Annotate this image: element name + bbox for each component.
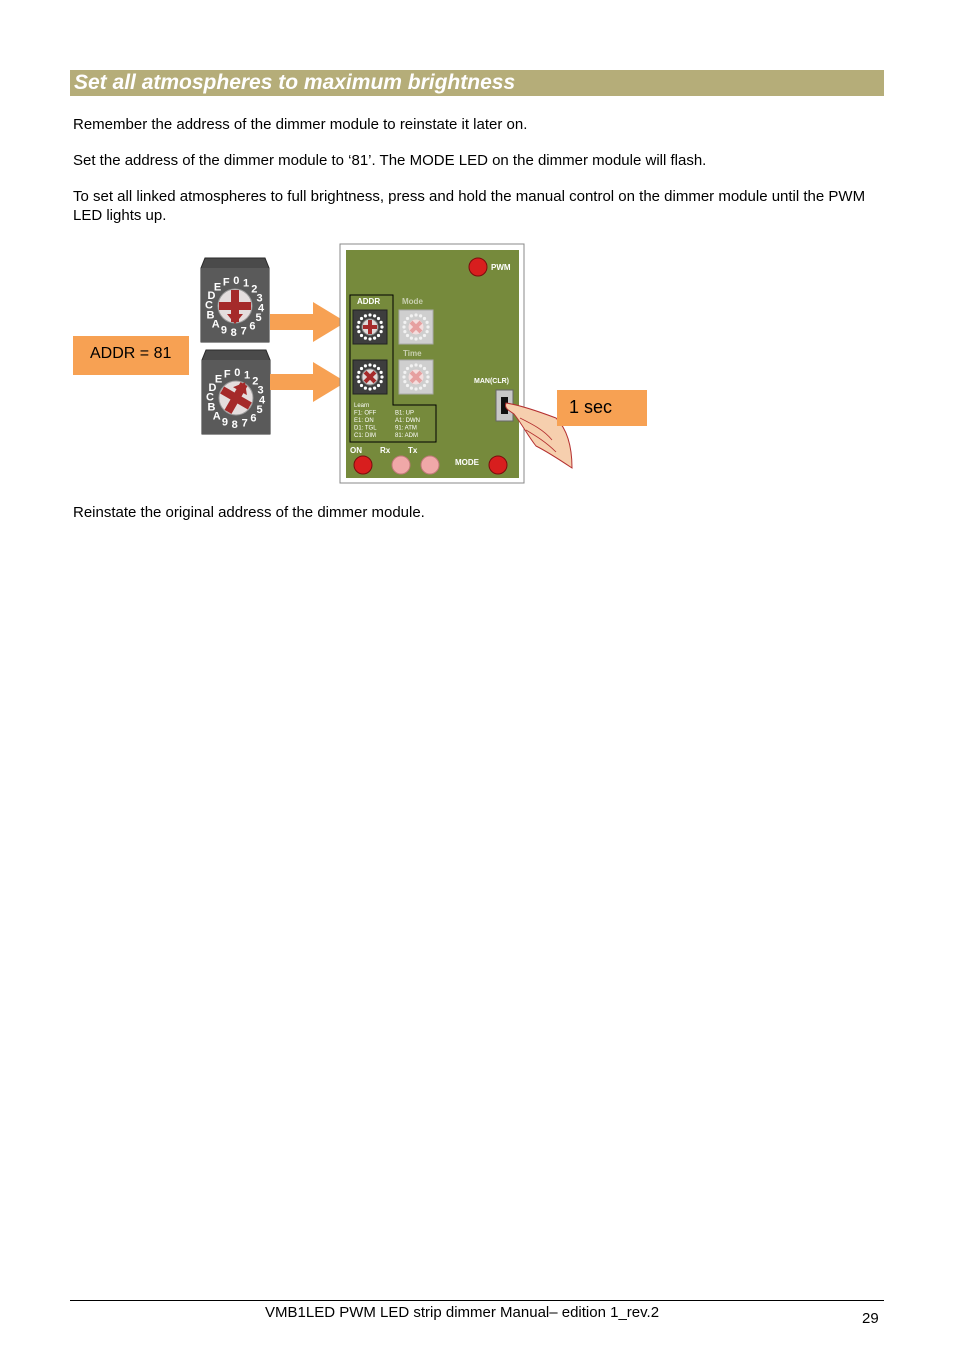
on-label: ON <box>350 446 362 455</box>
learn-entry: E1: ON <box>354 418 374 424</box>
dial-digit-label: E <box>214 373 223 386</box>
learn-entry: D1: TGL <box>354 425 377 432</box>
learn-entry: 81: ADM <box>395 433 419 439</box>
mode-led-label: MODE <box>455 458 479 467</box>
dial-digit-label: 5 <box>256 404 263 417</box>
footer-title: VMB1LED PWM LED strip dimmer Manual– edition 1_rev.2 <box>265 1304 660 1321</box>
dial-digit-label: A <box>211 318 220 331</box>
dial-digit-label: 3 <box>256 292 263 305</box>
dial-digit-label: 3 <box>257 384 264 397</box>
rotary-switch-tens <box>201 258 269 342</box>
dial-digit-label: 0 <box>234 367 241 379</box>
tx-label: Tx <box>408 446 418 455</box>
dial-digit-label: 6 <box>249 320 256 333</box>
man-clr-label: MAN(CLR) <box>474 378 509 385</box>
footer-rule <box>70 1300 884 1301</box>
section-heading: Set all atmospheres to maximum brightness <box>70 70 884 96</box>
dial-digit-label: 8 <box>230 327 237 339</box>
dial-digit-label: 0 <box>233 275 240 287</box>
paragraph-reinstate: Reinstate the original address of the dimmer module. <box>73 504 425 521</box>
dial-digit-label: 7 <box>241 417 248 430</box>
dial-digit-label: 7 <box>240 325 247 338</box>
dial-digit-label: F <box>222 276 230 289</box>
dial-digit-label: 4 <box>258 394 266 407</box>
mode-label: Mode <box>402 297 423 306</box>
page-number: 29 <box>862 1310 879 1327</box>
learn-entry: A1: DWN <box>395 418 421 424</box>
addr-dial-tens[interactable] <box>353 310 387 344</box>
tx-led <box>421 456 439 474</box>
arrow-to-addr-units <box>270 362 346 402</box>
addr-callout: ADDR = 81 <box>73 336 189 375</box>
learn-entry: C1: DIM <box>354 433 377 439</box>
dial-digit-label: 8 <box>231 419 238 431</box>
paragraph-set-address: Set the address of the dimmer module to ‘81’. The MODE LED on the dimmer module will flash. <box>73 152 707 169</box>
rotary-switch-units <box>202 350 270 434</box>
dial-digit-label: C <box>206 391 214 404</box>
dial-digit-label: D <box>207 289 216 302</box>
addr-label: ADDR <box>357 297 381 306</box>
time-callout: 1 sec <box>557 390 647 426</box>
dial-digit-label: 1 <box>244 369 251 382</box>
dial-digit-label: D <box>208 381 217 394</box>
learn-entry: Learn <box>354 403 370 409</box>
dial-digit-label: F <box>223 368 231 381</box>
learn-entry: F1: OFF <box>354 410 377 417</box>
dial-digit-label: E <box>213 281 222 294</box>
pwm-label: PWM <box>491 263 511 272</box>
dial-digit-label: B <box>206 309 215 322</box>
time-dial[interactable] <box>399 360 433 394</box>
addr-dial-units[interactable] <box>353 360 387 394</box>
rx-label: Rx <box>380 446 391 455</box>
dial-digit-label: 1 <box>243 277 250 290</box>
paragraph-remember-address: Remember the address of the dimmer module to reinstate it later on. <box>73 116 528 133</box>
dial-digit-label: 4 <box>257 302 265 315</box>
mode-led <box>489 456 507 474</box>
arrow-to-addr-tens <box>270 302 346 342</box>
dial-digit-label: 9 <box>220 324 227 337</box>
dial-digit-label: 2 <box>252 375 259 388</box>
dial-digit-label: 5 <box>255 312 262 325</box>
dial-digit-label: 9 <box>221 416 228 429</box>
pwm-led <box>469 258 487 276</box>
dial-digit-label: B <box>207 401 216 414</box>
rx-led <box>392 456 410 474</box>
paragraph-full-brightness: To set all linked atmospheres to full brightness, press and hold the manual control on the dimmer module until the PWM LED lights up. <box>73 188 866 224</box>
dial-digit-label: C <box>205 299 213 312</box>
dial-digit-label: 2 <box>251 283 258 296</box>
time-label: Time <box>403 349 422 358</box>
dial-digit-label: 6 <box>250 412 257 425</box>
mode-dial[interactable] <box>399 310 433 344</box>
dial-digit-label: A <box>212 410 221 423</box>
learn-entry: 91: ATM <box>395 425 417 432</box>
learn-entry: B1: UP <box>395 410 415 417</box>
on-led <box>354 456 372 474</box>
